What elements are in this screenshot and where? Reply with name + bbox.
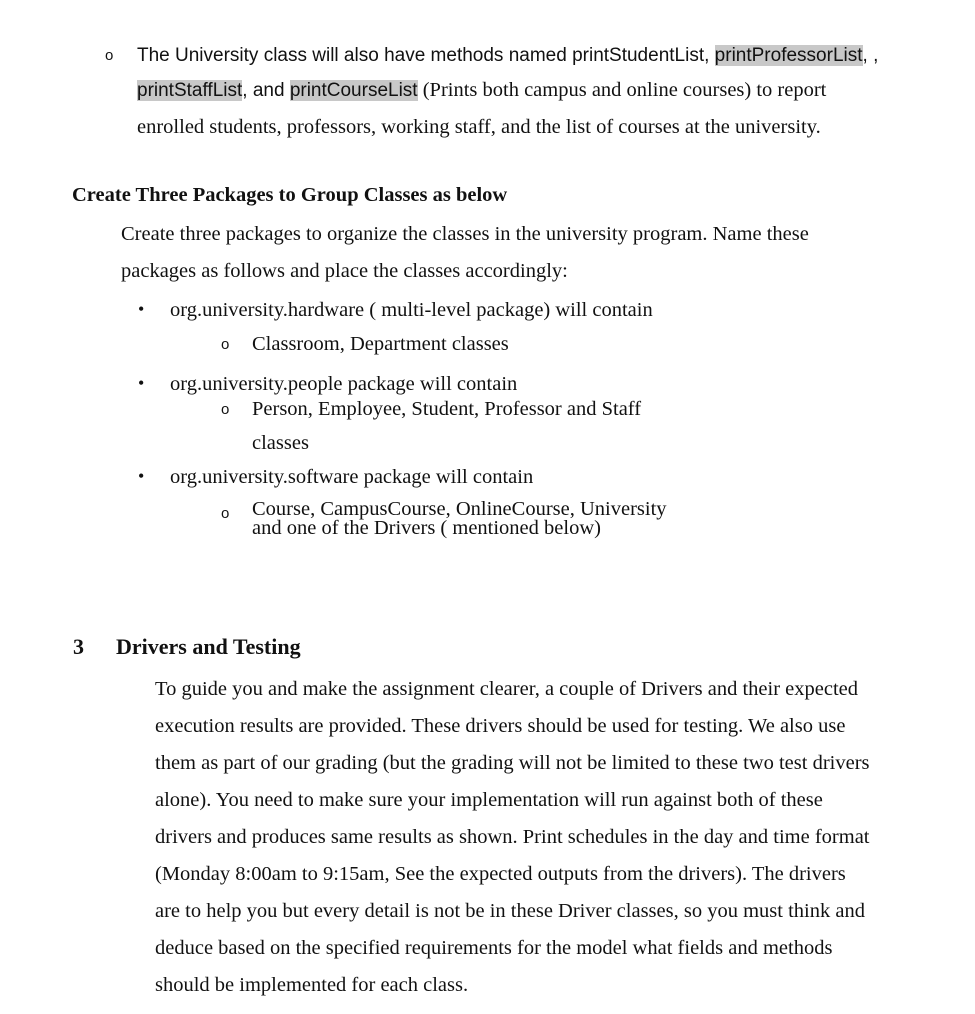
trailing-punctuation: , , xyxy=(862,45,879,66)
drivers-paragraph-line-4: alone). You need to make sure your implementation will run against both of these xyxy=(155,789,823,811)
drivers-paragraph-line-6: (Monday 8:00am to 9:15am, See the expected outputs from the drivers). The drivers xyxy=(155,863,846,885)
methods-intro-text: The University class will also have methods named xyxy=(137,45,573,66)
package-software-classes-line-2: and one of the Drivers ( mentioned below) xyxy=(252,517,601,539)
drivers-paragraph-line-8: deduce based on the specified requirements for the model what fields and methods xyxy=(155,937,833,959)
hollow-bullet-icon: o xyxy=(221,401,230,418)
method-print-staff-list: printStaffList xyxy=(137,80,243,101)
packages-intro-line-1: Create three packages to organize the classes in the university program. Name these xyxy=(121,223,809,245)
section-heading: Drivers and Testing xyxy=(116,634,301,659)
drivers-paragraph-line-9: should be implemented for each class. xyxy=(155,974,469,996)
drivers-paragraph-line-5: drivers and produces same results as shown. Print schedules in the day and time format xyxy=(155,826,870,848)
bullet-dot-icon: • xyxy=(138,299,145,319)
package-people-title: org.university.people package will contain xyxy=(170,373,518,395)
drivers-paragraph-line-2: execution results are provided. These drivers should be used for testing. We also use xyxy=(155,715,846,737)
drivers-paragraph-line-7: are to help you but every detail is not be in these Driver classes, so you must think and xyxy=(155,900,865,922)
drivers-paragraph-line-1: To guide you and make the assignment clearer, a couple of Drivers and their expected xyxy=(155,678,859,700)
method-print-course-list: printCourseList xyxy=(289,80,418,101)
bullet-dot-icon: • xyxy=(138,466,145,486)
hollow-bullet-icon: o xyxy=(221,336,230,353)
hollow-bullet-icon: o xyxy=(105,47,114,64)
package-software-classes-line-1: Course, CampusCourse, OnlineCourse, University xyxy=(252,498,667,520)
package-hardware-title: org.university.hardware ( multi-level package) will contain xyxy=(170,299,653,321)
drivers-paragraph-line-3: them as part of our grading (but the grading will not be limited to these two test drivers xyxy=(155,752,870,774)
package-software-title: org.university.software package will contain xyxy=(170,466,534,488)
bullet-dot-icon: • xyxy=(138,373,145,393)
methods-paragraph-line-2 xyxy=(137,79,826,102)
packages-heading: Create Three Packages to Group Classes as below xyxy=(72,184,508,206)
package-hardware-classes: Classroom, Department classes xyxy=(252,333,509,355)
course-list-description: (Prints both campus and online courses) to report xyxy=(417,79,827,101)
packages-intro-line-2: packages as follows and place the classes accordingly: xyxy=(121,260,568,282)
package-people-classes-line-2: classes xyxy=(252,432,309,454)
methods-paragraph-line-3: enrolled students, professors, working staff, and the list of courses at the university. xyxy=(137,116,821,138)
method-print-student-list: printStudentList xyxy=(572,45,705,66)
section-number: 3 xyxy=(73,634,84,659)
methods-paragraph-line-1 xyxy=(137,44,878,67)
package-people-classes-line-1: Person, Employee, Student, Professor and Staff xyxy=(252,398,642,420)
separator-text: , xyxy=(704,45,715,66)
hollow-bullet-icon: o xyxy=(221,505,230,522)
and-text: , and xyxy=(242,80,290,101)
method-print-professor-list: printProfessorList xyxy=(714,45,863,66)
